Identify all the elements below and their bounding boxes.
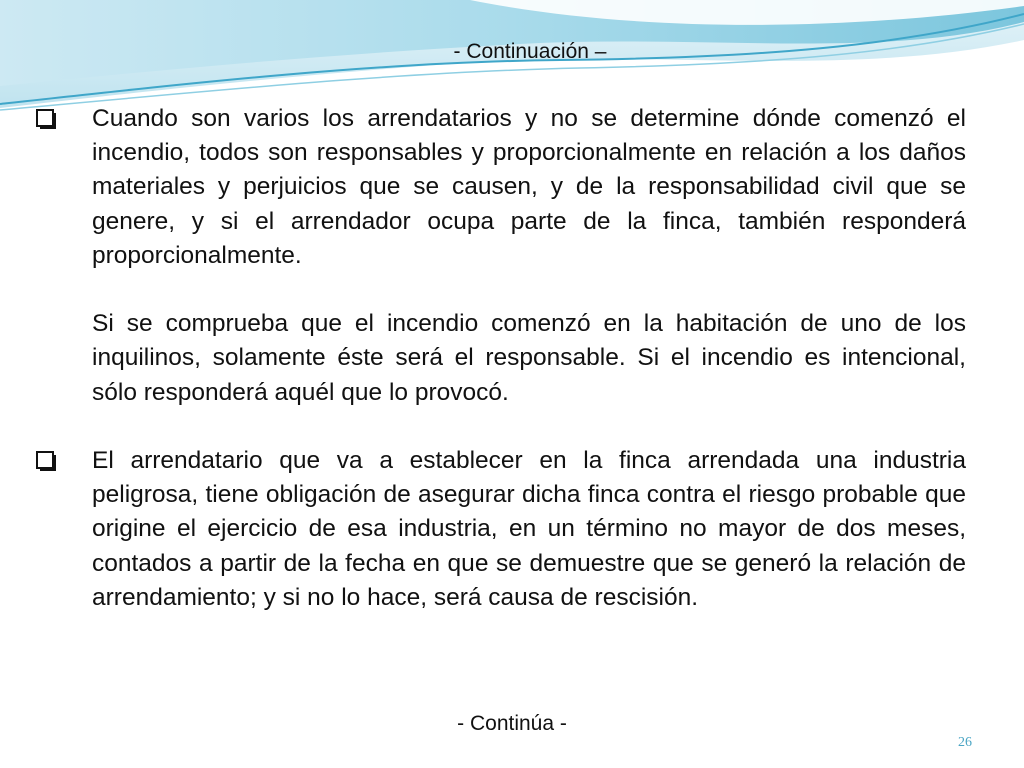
- paragraph-fire-origin: Si se comprueba que el incendio comenzó en la habitación de uno de los inquilinos, solamente éste será el responsable. Si el incendio es intencional, sólo responderá aquél que lo provocó.: [92, 310, 966, 406]
- content-body: [36, 102, 966, 615]
- paragraph-multiple-tenants: Cuando son varios los arrendatarios y no se determine dónde comenzó el incendio, todos son responsables y proporcionalmente en relación a los daños materiales y perjuicios que se causen, y de la responsabilidad civil que se genere, y si el arrendador ocupa parte de la finca, también responderá proporcionalmente.: [92, 105, 966, 269]
- checkbox-bullet-icon: [36, 444, 92, 478]
- bullet-item: [36, 102, 966, 273]
- header-continuation-label: - Continuación –: [453, 40, 607, 63]
- page-number: 26: [958, 735, 972, 750]
- checkbox-bullet-icon: [36, 102, 92, 136]
- paragraph-gap: [36, 410, 966, 444]
- paragraph-gap: [36, 273, 966, 307]
- bullet-item: [36, 444, 966, 615]
- paragraph-dangerous-industry: El arrendatario que va a establecer en la finca arrendada una industria peligrosa, tiene obligación de asegurar dicha finca contra el riesgo probable que origine el ejercicio de esa industria, en un término no mayor de dos meses, contados a partir de la fecha en que se demuestre que se generó la relación de arrendamiento; y si no lo hace, será causa de rescisión.: [92, 447, 966, 611]
- footer-continues-label: - Continúa -: [457, 712, 567, 735]
